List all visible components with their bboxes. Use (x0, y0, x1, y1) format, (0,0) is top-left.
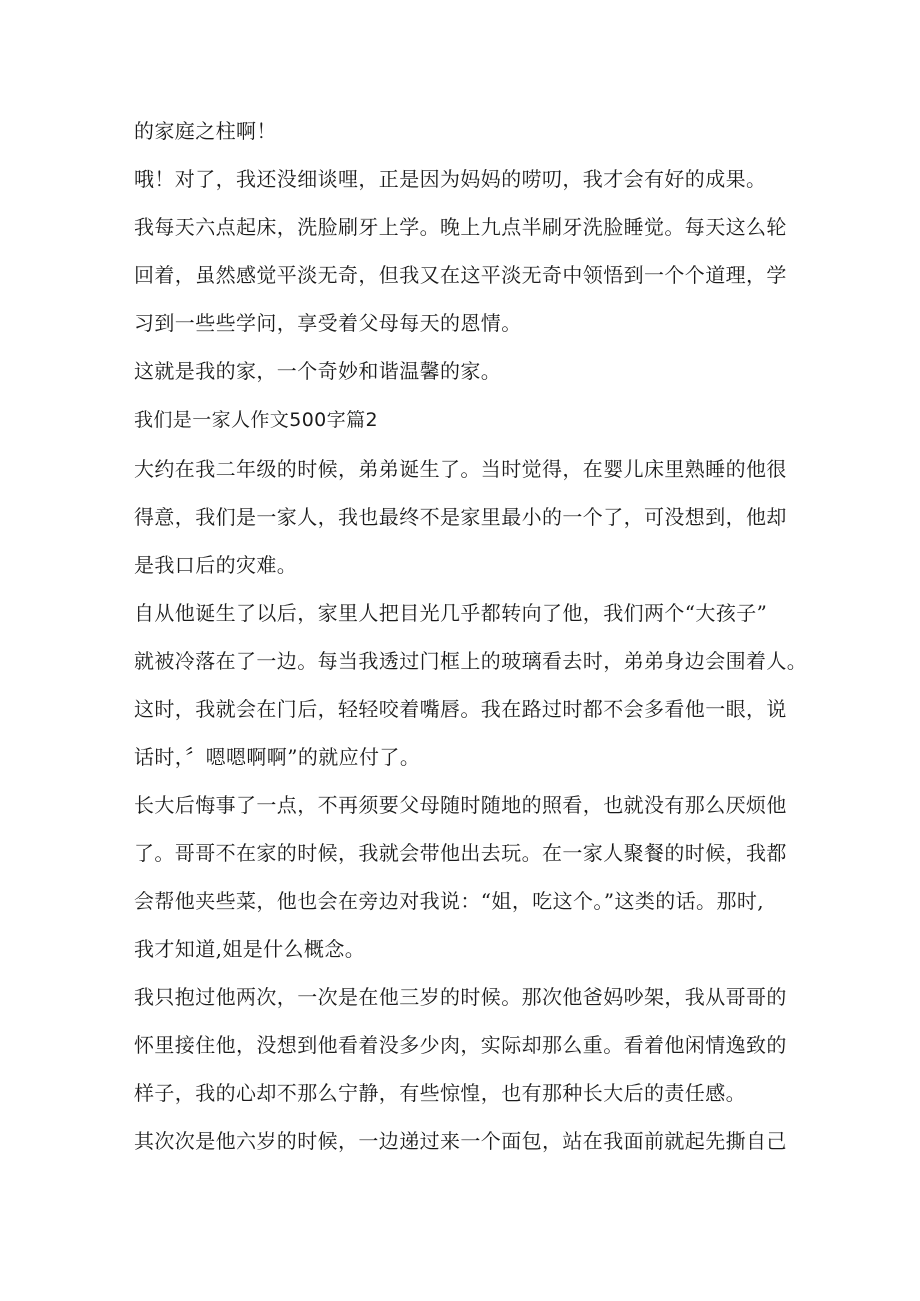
text-line: 回着，虽然感觉平淡无奇，但我又在这平淡无奇中领悟到一个个道理，学 (134, 263, 787, 287)
text-line: 样子，我的心却不那么宁静，有些惊惶，也有那种长大后的责任感。 (134, 1081, 746, 1105)
text-line: 我才知道,姐是什么概念。 (134, 937, 366, 961)
text-line: 这时，我就会在门后，轻轻咬着嘴唇。我在路过时都不会多看他一眼，说 (134, 697, 787, 721)
text-line: 我只抱过他两次，一次是在他三岁的时候。那次他爸妈吵架，我从哥哥的 (134, 985, 787, 1009)
text-line: 就被冷落在了一边。每当我透过门框上的玻璃看去时，弟弟身边会围着人。 (134, 649, 808, 673)
section-heading: 我们是一家人作文500字篇2 (134, 409, 378, 431)
text-line: 我每天六点起床，洗脸刷牙上学。晚上九点半刷牙洗脸睡觉。每天这么轮 (134, 215, 787, 239)
text-line: 其次次是他六岁的时候，一边递过来一个面包，站在我面前就起先撕自己 (134, 1129, 787, 1153)
text-line: 会帮他夹些菜，他也会在旁边对我说：“姐，吃这个。”这类的话。那时, (134, 889, 765, 913)
text-line: 这就是我的家，一个奇妙和谐温馨的家。 (134, 359, 502, 383)
text-line: 的家庭之柱啊！ (134, 119, 277, 143)
text-line: 是我口后的灾难。 (134, 553, 298, 577)
text-line: 大约在我二年级的时候，弟弟诞生了。当时觉得，在婴儿床里熟睡的他很 (134, 457, 787, 481)
text-line: 怀里接住他，没想到他看着没多少肉，实际却那么重。看着他闲情逸致的 (134, 1033, 787, 1057)
text-line: 话时，〞嗯嗯啊啊”的就应付了。 (134, 745, 421, 769)
text-line: 长大后悔事了一点，不再须要父母随时随地的照看，也就没有那么厌烦他 (134, 793, 787, 817)
text-line: 了。哥哥不在家的时候，我就会带他出去玩。在一家人聚餐的时候，我都 (134, 841, 787, 865)
text-line: 自从他诞生了以后，家里人把目光几乎都转向了他，我们两个“大孩子” (134, 601, 768, 625)
text-line: 得意，我们是一家人，我也最终不是家里最小的一个了，可没想到，他却 (134, 505, 787, 529)
text-line: 习到一些些学问，享受着父母每天的恩情。 (134, 311, 522, 335)
text-line: 哦！对了，我还没细谈哩，正是因为妈妈的唠叨，我才会有好的成果。 (134, 167, 767, 191)
